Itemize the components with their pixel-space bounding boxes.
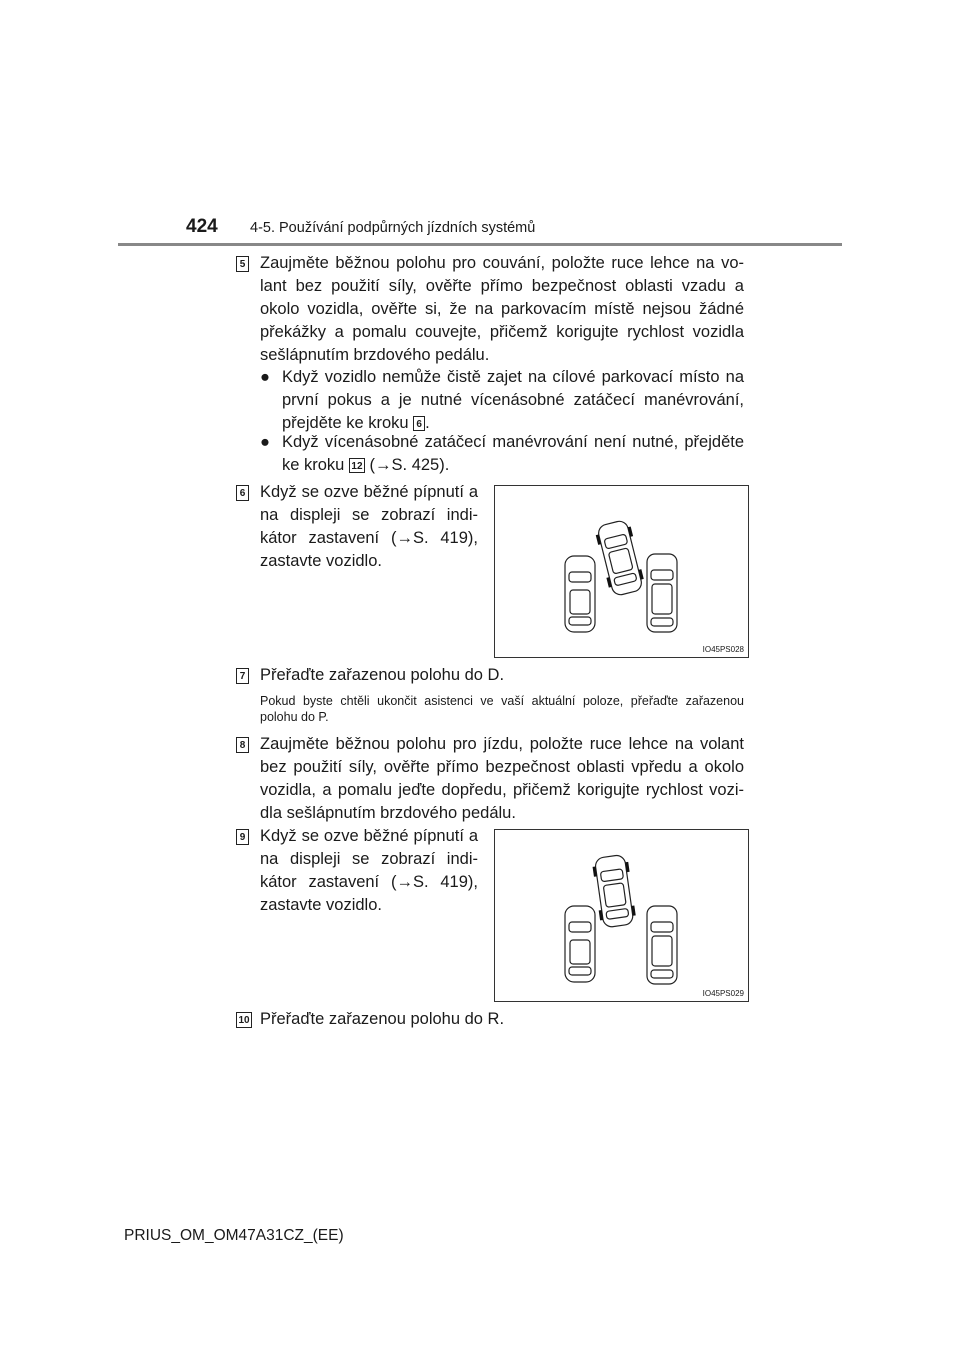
step-ref-12: 12 bbox=[349, 458, 365, 473]
step-10-text: Přeřaďte zařazenou polohu do R. bbox=[260, 1010, 505, 1028]
figure-code: IO45PS029 bbox=[702, 989, 744, 998]
bullet-text-before: Když vozidlo nemůže čistě zajet na cílové parkovací místo na první pokus a je nutné vícenásobné zatáčecí manévrování, přejděte ke kroku bbox=[282, 368, 744, 432]
step-9-text: Když se ozve běžné pípnutí a na displeji se zobrazí indi-kátor zastavení (→S. 419), zastavte vozidlo. bbox=[260, 827, 478, 914]
page-number: 424 bbox=[186, 216, 218, 237]
parking-cars-illustration bbox=[495, 830, 748, 1001]
parking-cars-illustration bbox=[495, 486, 748, 657]
figure-parking-2 bbox=[494, 829, 749, 1002]
step-7-note: Pokud byste chtěli ukončit asistenci ve vaší aktuální poloze, přeřaďte zařazenou polohu do P. bbox=[260, 694, 744, 724]
step-7-text: Přeřaďte zařazenou polohu do D. bbox=[260, 666, 505, 684]
step-badge-5: 5 bbox=[236, 256, 249, 272]
step-ref-6: 6 bbox=[413, 416, 425, 431]
bullet-text-after: . bbox=[425, 414, 430, 432]
bullet-icon: ● bbox=[260, 368, 270, 386]
step-badge-7: 7 bbox=[236, 668, 249, 684]
figure-code: IO45PS028 bbox=[702, 645, 744, 654]
step-6-text: Když se ozve běžné pípnutí a na displeji se zobrazí indi-kátor zastavení (→S. 419), zastavte vozidlo. bbox=[260, 483, 478, 570]
step-badge-6: 6 bbox=[236, 485, 249, 501]
step-badge-9: 9 bbox=[236, 829, 249, 845]
bullet-icon: ● bbox=[260, 433, 270, 451]
step-8-text: Zaujměte běžnou polohu pro jízdu, položte ruce lehce na volant bez použití síly, ověřte přímo bezpečnost oblasti vpředu a okolo vozidla, a pomalu jeďte dopředu, přičemž korigujte rychlost vozi-dla sešlápnutím brzdového pedálu. bbox=[260, 735, 744, 822]
bullet-text-after: (→S. 425). bbox=[364, 456, 450, 474]
step-badge-8: 8 bbox=[236, 737, 249, 753]
figure-parking-1 bbox=[494, 485, 749, 658]
header-rule bbox=[118, 243, 842, 246]
bullet-item bbox=[260, 431, 744, 477]
bullet-text bbox=[282, 366, 744, 435]
bullet-text-before: Když vícenásobné zatáčecí manévrování není nutné, přejděte ke kroku bbox=[282, 433, 744, 474]
bullet-item bbox=[260, 366, 744, 435]
step-5-text: Zaujměte běžnou polohu pro couvání, položte ruce lehce na vo-lant bez použití síly, ověřte přímo bezpečnost oblasti vzadu a okolo vozidla, ověřte si, že na parkovacím místě nejsou žádné překážky a pomalu couvejte, přičemž korigujte rychlost vozidla sešlápnutím brzdového pedálu. bbox=[260, 254, 744, 364]
footer-doc-id: PRIUS_OM_OM47A31CZ_(EE) bbox=[124, 1227, 344, 1244]
section-title: 4-5. Používání podpůrných jízdních systémů bbox=[250, 220, 536, 236]
step-badge-10: 10 bbox=[236, 1012, 252, 1028]
bullet-text bbox=[282, 431, 744, 477]
